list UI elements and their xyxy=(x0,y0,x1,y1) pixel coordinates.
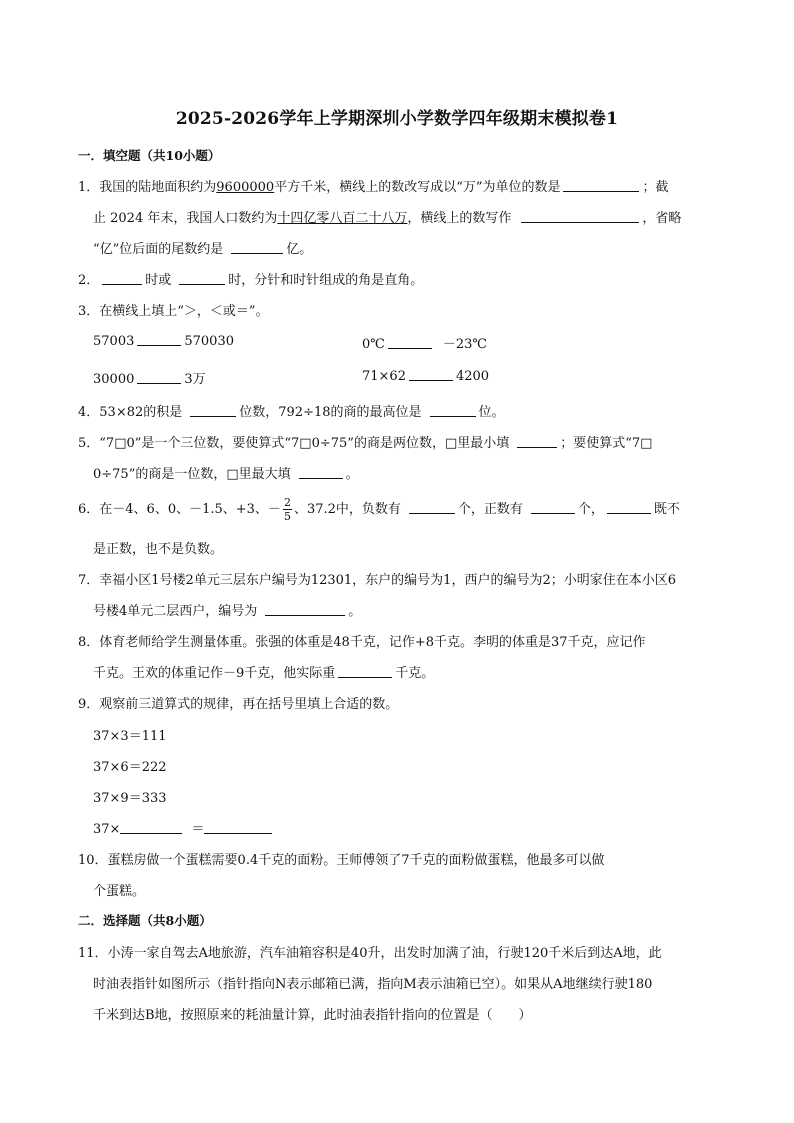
answer-blank[interactable] xyxy=(409,501,455,514)
answer-blank[interactable] xyxy=(231,241,283,254)
page-title: 2025-2026学年上学期深圳小学数学四年级期末模拟卷1 xyxy=(175,109,619,129)
question-2: 2． 时或 时，分针和时针组成的角是直角。 xyxy=(78,273,424,288)
equation-3: 37×9＝333 xyxy=(93,791,167,806)
answer-blank[interactable] xyxy=(517,435,557,448)
answer-blank[interactable] xyxy=(531,501,575,514)
equation-1: 37×3＝111 xyxy=(93,729,167,744)
question-5-line-2: 0÷75”的商是一位数，□里最大填 。 xyxy=(93,467,359,482)
question-11-line-1: 11．小涛一家自驾去A地旅游，汽车油箱容积是40升，出发时加满了油，行驶120千米后到达A地，此 xyxy=(78,946,662,961)
question-1-line-2: 止 2024 年末，我国人口数约为十四亿零八百二十八万，横线上的数写作 ，省略 xyxy=(93,211,682,226)
answer-blank[interactable] xyxy=(338,665,392,678)
answer-blank[interactable] xyxy=(102,272,142,285)
question-8-line-2: 千克。王欢的体重记作－9千克，他实际重 千克。 xyxy=(93,666,435,681)
answer-blank[interactable] xyxy=(120,821,182,834)
equation-2: 37×6＝222 xyxy=(93,760,167,775)
question-11-line-3: 千米到达B地，按照原来的耗油量计算，此时油表指针指向的位置是（ ） xyxy=(93,1008,532,1023)
question-11-line-2: 时油表指针如图所示（指针指向N表示邮箱已满，指向M表示油箱已空）。如果从A地继续行驶180 xyxy=(93,977,653,992)
section-heading-fill-in: 一．填空题（共10小题） xyxy=(78,148,221,163)
question-10-line-2: 个蛋糕。 xyxy=(93,884,146,899)
answer-blank[interactable] xyxy=(521,210,639,223)
underlined-number-words: 十四亿零八百二十八万 xyxy=(277,211,408,226)
question-6-line-1: 6．在－4、6、0、－1.5、+3、－ $\frac{2}{5}$ 、37.2中，负数有 个，正数有 个， 既不 xyxy=(78,496,680,523)
question-4: 4．53×82的积是 位数，792÷18的商的最高位是 位。 xyxy=(78,405,505,420)
question-1-line-3: “亿”位后面的尾数约是 亿。 xyxy=(93,242,313,257)
answer-blank[interactable] xyxy=(137,333,181,346)
answer-blank[interactable] xyxy=(430,404,476,417)
answer-blank[interactable] xyxy=(179,272,225,285)
answer-blank[interactable] xyxy=(299,466,343,479)
question-10-line-1: 10．蛋糕房做一个蛋糕需要0.4千克的面粉。王师傅领了7千克的面粉做蛋糕，他最多可以做 xyxy=(78,853,605,868)
answer-blank[interactable] xyxy=(204,821,272,834)
question-6-line-2: 是正数，也不是负数。 xyxy=(93,542,224,557)
answer-blank[interactable] xyxy=(388,336,432,349)
question-7-line-2: 号楼4单元二层西户，编号为 。 xyxy=(93,604,362,619)
answer-blank[interactable] xyxy=(607,501,651,514)
question-3-row-2: 30000 3万 71×62 4200 xyxy=(93,369,490,387)
question-3-row-1: 57003 570030 0℃ －23℃ xyxy=(93,334,487,352)
question-9: 9．观察前三道算式的规律，再在括号里填上合适的数。 xyxy=(78,697,399,712)
answer-blank[interactable] xyxy=(409,368,453,381)
fraction-two-fifths: $\frac{2}{5}$ xyxy=(283,496,291,523)
answer-blank[interactable] xyxy=(563,179,639,192)
equation-4: 37× ＝ xyxy=(93,818,275,837)
answer-blank[interactable] xyxy=(137,371,181,384)
section-heading-multiple-choice: 二．选择题（共8小题） xyxy=(78,913,212,928)
question-3: 3．在横线上填上“＞，＜或＝”。 xyxy=(78,304,269,319)
question-5-line-1: 5．“7□0”是一个三位数，要使算式“7□0÷75”的商是两位数，□里最小填 ；要使算式“7□ xyxy=(78,436,653,451)
answer-blank[interactable] xyxy=(265,603,345,616)
answer-blank[interactable] xyxy=(190,404,236,417)
question-8-line-1: 8．体育老师给学生测量体重。张强的体重是48千克，记作+8千克。李明的体重是37千克，应记作 xyxy=(78,635,646,650)
underlined-number: 9600000 xyxy=(216,180,275,195)
question-7-line-1: 7．幸福小区1号楼2单元三层东户编号为12301，东户的编号为1，西户的编号为2；小明家住在本小区6 xyxy=(78,573,676,588)
question-1-line-1: 1．我国的陆地面积约为9600000平方千米，横线上的数改写成以“万”为单位的数是 ；截 xyxy=(78,180,669,195)
